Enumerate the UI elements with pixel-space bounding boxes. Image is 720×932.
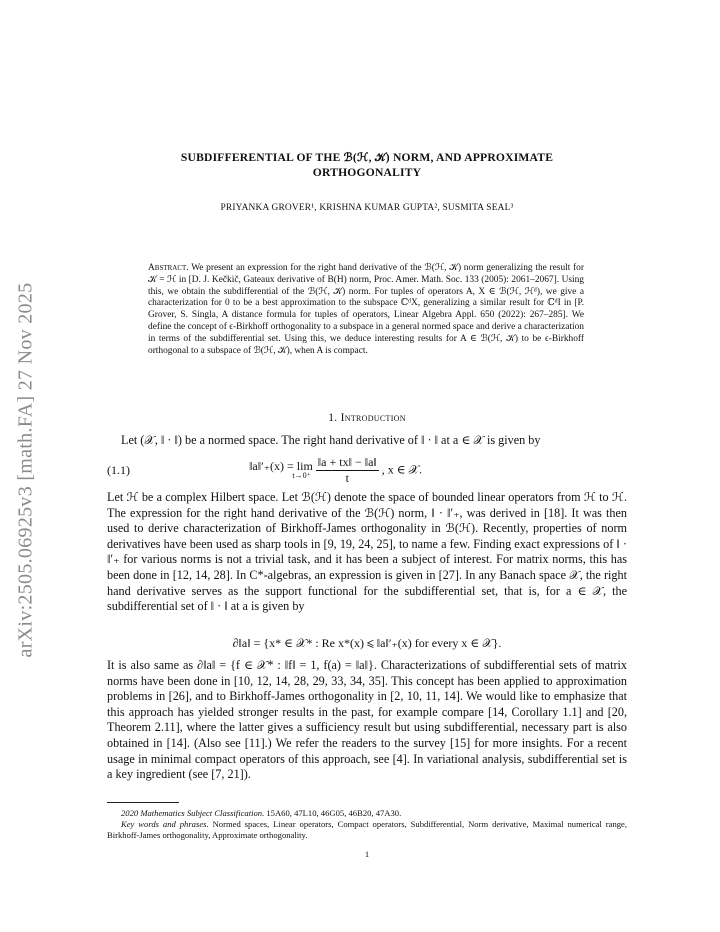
- intro-paragraph-3: It is also same as ∂‖a‖ = {f ∈ 𝒳* : ‖f‖ = 1, f(a) = ‖a‖}. Characterizations of subdifferential sets of matrix norms have been done in [10, 12, 14, 28, 29, 33, 34, 35]. This concept has been applied to approximation problems in [26], and to Birkhoff-James orthogonality in [2, 10, 11, 14]. We would like to emphasize that this approach has yielded stronger results in the past, for example compare [14, Corollary 1.1] and [20, Theorem 2.11], where the latter gives a sufficiency result but using subdifferential, necessary part is also obtained in [14]. (Also see [11].) We refer the readers to the survey [15] for more insights. For a recent usage in minimal compact operators of this approach, see [4]. In variational analysis, subdifferential set is a key ingredient (see [7, 21]).: [107, 658, 627, 782]
- footnotes: [107, 808, 627, 841]
- msc-label: 2020 Mathematics Subject Classification.: [121, 808, 265, 818]
- equation-number: (1.1): [107, 463, 130, 477]
- equation-subdifferential: ∂‖a‖ = {x* ∈ 𝒳* : Re x*(x) ⩽ ‖a‖′₊(x) for every x ∈ 𝒳}.: [232, 636, 502, 650]
- keywords-label: Key words and phrases.: [121, 819, 209, 829]
- equation-tail: , x ∈ 𝒳.: [381, 462, 422, 477]
- fraction-denominator: t: [345, 471, 349, 485]
- section-number: 1.: [328, 412, 338, 424]
- abstract: [148, 263, 584, 357]
- page-number: 1: [364, 849, 370, 859]
- paper-title: [110, 150, 624, 180]
- title-line-1: SUBDIFFERENTIAL OF THE ℬ(ℋ, 𝒦) NORM, AND APPROXIMATE: [180, 151, 554, 164]
- section-heading: [110, 412, 624, 424]
- footnote-rule: [107, 802, 179, 803]
- arxiv-identifier-text: arXiv:2505.06925v3 [math.FA] 27 Nov 2025: [14, 282, 37, 658]
- section-title-text: Introduction: [340, 412, 406, 424]
- keywords-footnote: [107, 819, 627, 841]
- fraction-numerator: ‖a + tx‖ − ‖a‖: [317, 455, 377, 469]
- equation-lhs: ‖a‖′₊(x) = lim: [249, 458, 313, 473]
- abstract-text: We present an expression for the right hand derivative of the ℬ(ℋ, 𝒦) norm generalizing the result for 𝒦 = ℋ in [D. J. Kečkič, Gateaux derivative of B(H) norm, Proc. Amer. Math. Soc. 133 (2005): 2061–2067]. Using this, we obtain the subdifferential of the ℬ(ℋ, 𝒦) norm. For tuples of operators A, X ∈ ℬ(ℋ, ℋᵈ), we give a characterization for 0 to be a best approximation to the subspace ℂᵈX, generalizing a similar result for ℂᵈI in [P. Grover, S. Singla, A distance formula for tuples of operators, Linear Algebra Appl. 650 (2022): 267–285]. We define the concept of ϵ-Birkhoff orthogonality to a subspace in a general normed space and derive a characterization in terms of the subdifferential set. Using this, we deduce interesting results for A ∈ ℬ(ℋ, 𝒦) to be ϵ-Birkhoff orthogonal to a subspace of ℬ(ℋ, 𝒦), when A is compact.: [148, 263, 584, 356]
- title-line-2: ORTHOGONALITY: [312, 166, 422, 179]
- intro-paragraph-2: Let ℋ be a complex Hilbert space. Let ℬ(ℋ) denote the space of bounded linear operators from ℋ to ℋ. The expression for the right hand derivative of the ℬ(ℋ) norm, ‖ · ‖′₊, was derived in [18]. It was then used to derive characterization of Birkhoff-James orthogonality in ℬ(ℋ). Recently, properties of norm derivatives have been used as sharp tools in [9, 19, 24, 25], to name a few. Finding exact expressions of ‖ · ‖′₊ for various norms is not a trivial task, and it has been a subject of interest. For matrix norms, this has been done in [12, 14, 28]. In C*-algebras, an expression is given in [27]. In any Banach space 𝒳, the right hand derivative serves as the support functional for the subdifferential set, that is, for a ∈ 𝒳, the subdifferential set of ‖ · ‖ at a is given by: [107, 490, 627, 614]
- limit-subscript: t→0⁺: [292, 470, 311, 480]
- equation-1-1: [107, 455, 627, 489]
- msc-footnote: [107, 808, 627, 819]
- arxiv-identifier-stamp: [6, 250, 46, 690]
- abstract-label: Abstract.: [148, 263, 189, 273]
- equation-body: [249, 455, 422, 486]
- msc-codes: 15A60, 47L10, 46G05, 46B20, 47A30.: [266, 808, 402, 818]
- author-list: PRIYANKA GROVER¹, KRISHNA KUMAR GUPTA², SUSMITA SEAL³: [220, 203, 514, 213]
- intro-paragraph-1: Let (𝒳, ‖ · ‖) be a normed space. The right hand derivative of ‖ · ‖ at a ∈ 𝒳 is given by: [121, 433, 541, 447]
- keywords-text: Normed spaces, Linear operators, Compact operators, Subdifferential, Norm derivative, Maximal numerical range, Birkhoff-James orthogonality, Approximate orthogonality.: [107, 819, 627, 840]
- fraction: [316, 455, 379, 486]
